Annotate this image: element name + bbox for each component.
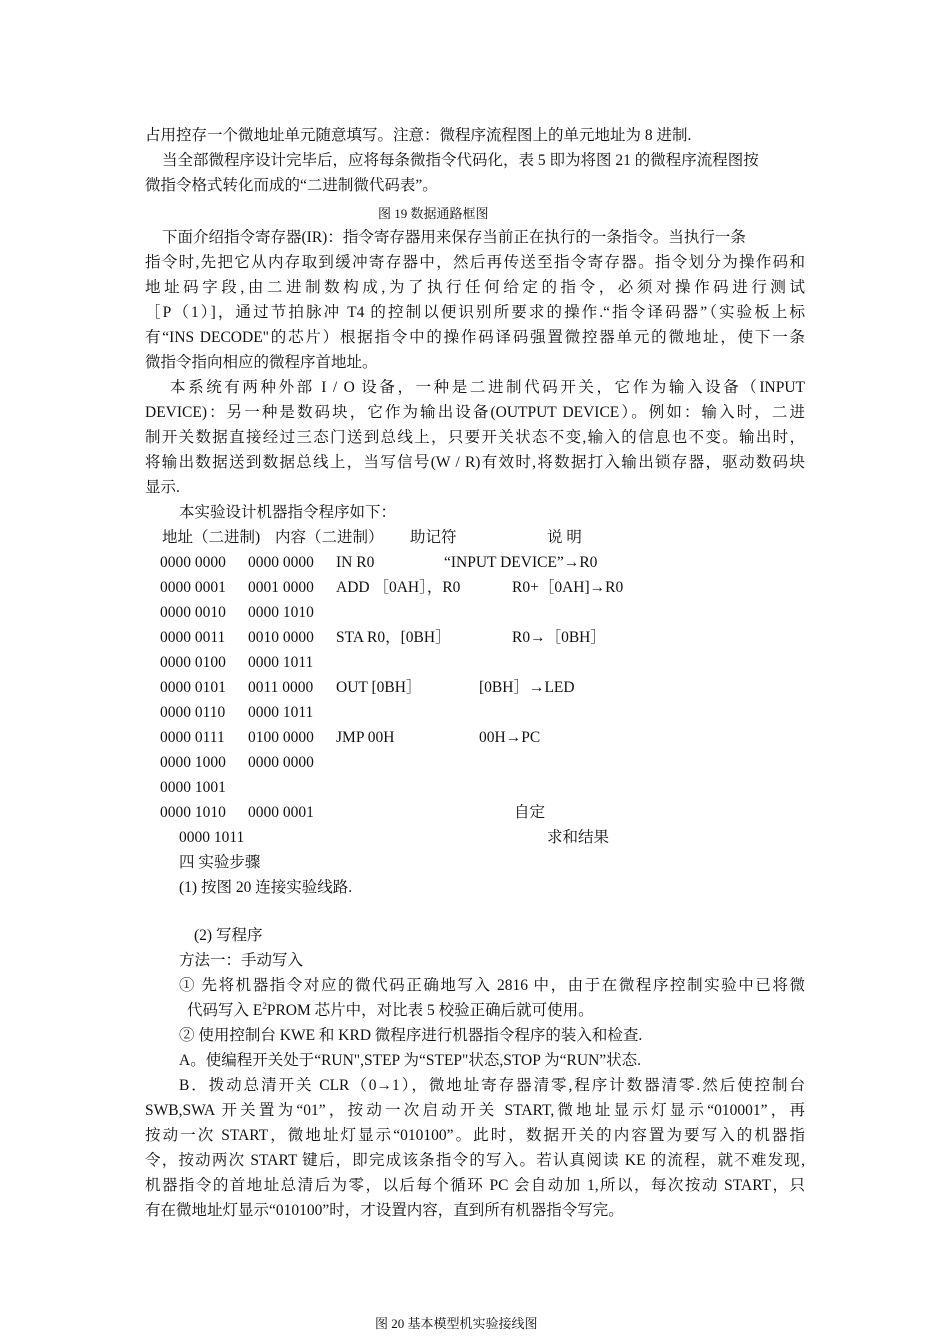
row-description: R0→［0BH］: [512, 629, 606, 646]
text-line: A。使编程开关处于“RUN",STEP 为“STEP"状态,STOP 为“RUN”状态.: [179, 1052, 642, 1069]
text-line: ［P（1）]，通过节拍脉冲 T4 的控制以便识别所要求的操作.“指令译码器”（实验板上标: [145, 304, 805, 321]
row-content: 0100 0000: [248, 729, 314, 746]
row-address: 0000 0101: [160, 679, 226, 696]
method-heading: 方法一：手动写入: [179, 952, 304, 969]
text-line: 机器指令的首地址总清后为零，以后每个循环 PC 会自动加 1,所以，每次按动 START，只: [145, 1177, 805, 1194]
text-line: [187, 1001, 594, 1021]
step-item: (1) 按图 20 连接实验线路.: [179, 879, 353, 896]
row-mnemonic: IN R0: [336, 554, 375, 571]
row-address: 0000 0110: [160, 704, 226, 721]
text-line: 本系统有两种外部 I / O 设备，一种是二进制代码开关，它作为输入设备（INPUT: [170, 379, 805, 396]
row-address: 0000 0100: [160, 654, 226, 671]
row-mnemonic: STA R0，[0BH］: [336, 629, 451, 646]
row-address: 0000 0010: [160, 604, 226, 621]
row-address: 0000 0011: [160, 629, 226, 646]
text-line: 有在微地址灯显示“010100”时，才设置内容，直到所有机器指令写完。: [145, 1202, 624, 1219]
row-content: 0011 0000: [248, 679, 314, 696]
row-description: R0+［0AH]→R0: [512, 579, 624, 596]
text-line: 制开关数据直接经过三态门送到总线上，只要开关状态不变,输入的信息也不变。输出时，: [145, 429, 805, 446]
text-line: ② 使用控制台 KWE 和 KRD 微程序进行机器指令程序的装入和检查.: [179, 1027, 643, 1044]
text-line: DEVICE)：另一种是数码块，它作为输出设备(OUTPUT DEVICE）。例如：输入时，二进: [145, 404, 805, 421]
text-line: 将输出数据送到数据总线上，当写信号(W / R)有效时,将数据打入输出锁存器，驱动数码块: [145, 454, 805, 471]
text-line: 微指令格式转化而成的“二进制微代码表”。: [145, 177, 438, 194]
figure-19-caption: 图 19 数据通路框图: [378, 206, 489, 221]
text-line: 按动一次 START，微地址灯显示“010100”。此时，数据开关的内容置为要写入的机器指: [145, 1127, 805, 1144]
text-line: SWB,SWA 开关置为“01”，按动一次启动开关 START,微地址显示灯显示“010001”，再: [145, 1102, 805, 1119]
text-fragment: 代码写入 E: [187, 1002, 263, 1019]
section-heading: 四 实验步骤: [179, 854, 261, 871]
row-description: “INPUT DEVICE”→R0: [444, 554, 598, 571]
row-content: 0001 0000: [248, 579, 314, 596]
program-header-mnemonic: 助记符: [410, 529, 457, 546]
row-description: 自定: [514, 804, 546, 821]
text-line: 令，按动两次 START 键后，即完成该条指令的写入。若认真阅读 KE 的流程，就不难发现,: [145, 1152, 805, 1169]
text-line: 占用控存一个微地址单元随意填写。注意：微程序流程图上的单元地址为 8 进制.: [145, 127, 692, 144]
text-line: 本实验设计机器指令程序如下：: [179, 504, 397, 521]
text-line: 显示.: [145, 479, 180, 496]
text-line: B．拨动总清开关 CLR（0→1），微地址寄存器清零,程序计数器清零.然后使控制台: [179, 1077, 805, 1094]
row-address: 0000 1011: [179, 829, 245, 846]
row-description: 00H→PC: [479, 729, 541, 746]
row-mnemonic: ADD ［0AH］，R0: [336, 579, 461, 596]
row-mnemonic: JMP 00H: [336, 729, 395, 746]
program-header-description: 说 明: [547, 529, 582, 546]
superscript: 2: [262, 1000, 267, 1011]
row-address: 0000 0111: [160, 729, 225, 746]
row-address: 0000 1010: [160, 804, 226, 821]
step-item: (2) 写程序: [194, 927, 263, 944]
text-line: 下面介绍指令寄存器(IR)：指令寄存器用来保存当前正在执行的一条指令。当执行一条: [162, 229, 746, 246]
row-description: [0BH］→LED: [479, 679, 575, 696]
program-header-content: 内容（二进制）: [275, 529, 384, 546]
row-mnemonic: OUT [0BH］: [336, 679, 422, 696]
text-line: 指令时,先把它从内存取到缓冲寄存器中，然后再传送至指令寄存器。指令划分为操作码和: [145, 254, 805, 271]
row-address: 0000 1001: [160, 779, 226, 796]
row-content: 0000 0001: [248, 804, 314, 821]
figure-20-caption: 图 20 基本模型机实验接线图: [375, 1316, 538, 1331]
row-description: 求和结果: [547, 829, 610, 846]
row-content: 0010 0000: [248, 629, 314, 646]
row-address: 0000 0000: [160, 554, 226, 571]
row-content: 0000 1010: [248, 604, 314, 621]
row-content: 0000 1011: [248, 654, 314, 671]
text-line: 有“INS DECODE"的芯片）根据指令中的操作码译码强置微控器单元的微地址，使下一条: [145, 329, 805, 346]
text-line: 微指令指向相应的微程序首地址。: [145, 354, 378, 371]
row-address: 0000 1000: [160, 754, 226, 771]
text-line: 当全部微程序设计完毕后，应将每条微指令代码化，表 5 即为将图 21 的微程序流程图按: [162, 152, 759, 169]
text-fragment: PROM 芯片中，对比表 5 校验正确后就可使用。: [266, 1002, 594, 1019]
row-content: 0000 1011: [248, 704, 314, 721]
program-header-address: 地址（二进制): [162, 529, 261, 546]
text-line: 地址码字段,由二进制数构成,为了执行任何给定的指令，必须对操作码进行测试: [145, 279, 805, 296]
row-content: 0000 0000: [248, 554, 314, 571]
text-line: ① 先将机器指令对应的微代码正确地写入 2816 中，由于在微程序控制实验中已将微: [179, 977, 805, 994]
row-address: 0000 0001: [160, 579, 226, 596]
row-content: 0000 0000: [248, 754, 314, 771]
